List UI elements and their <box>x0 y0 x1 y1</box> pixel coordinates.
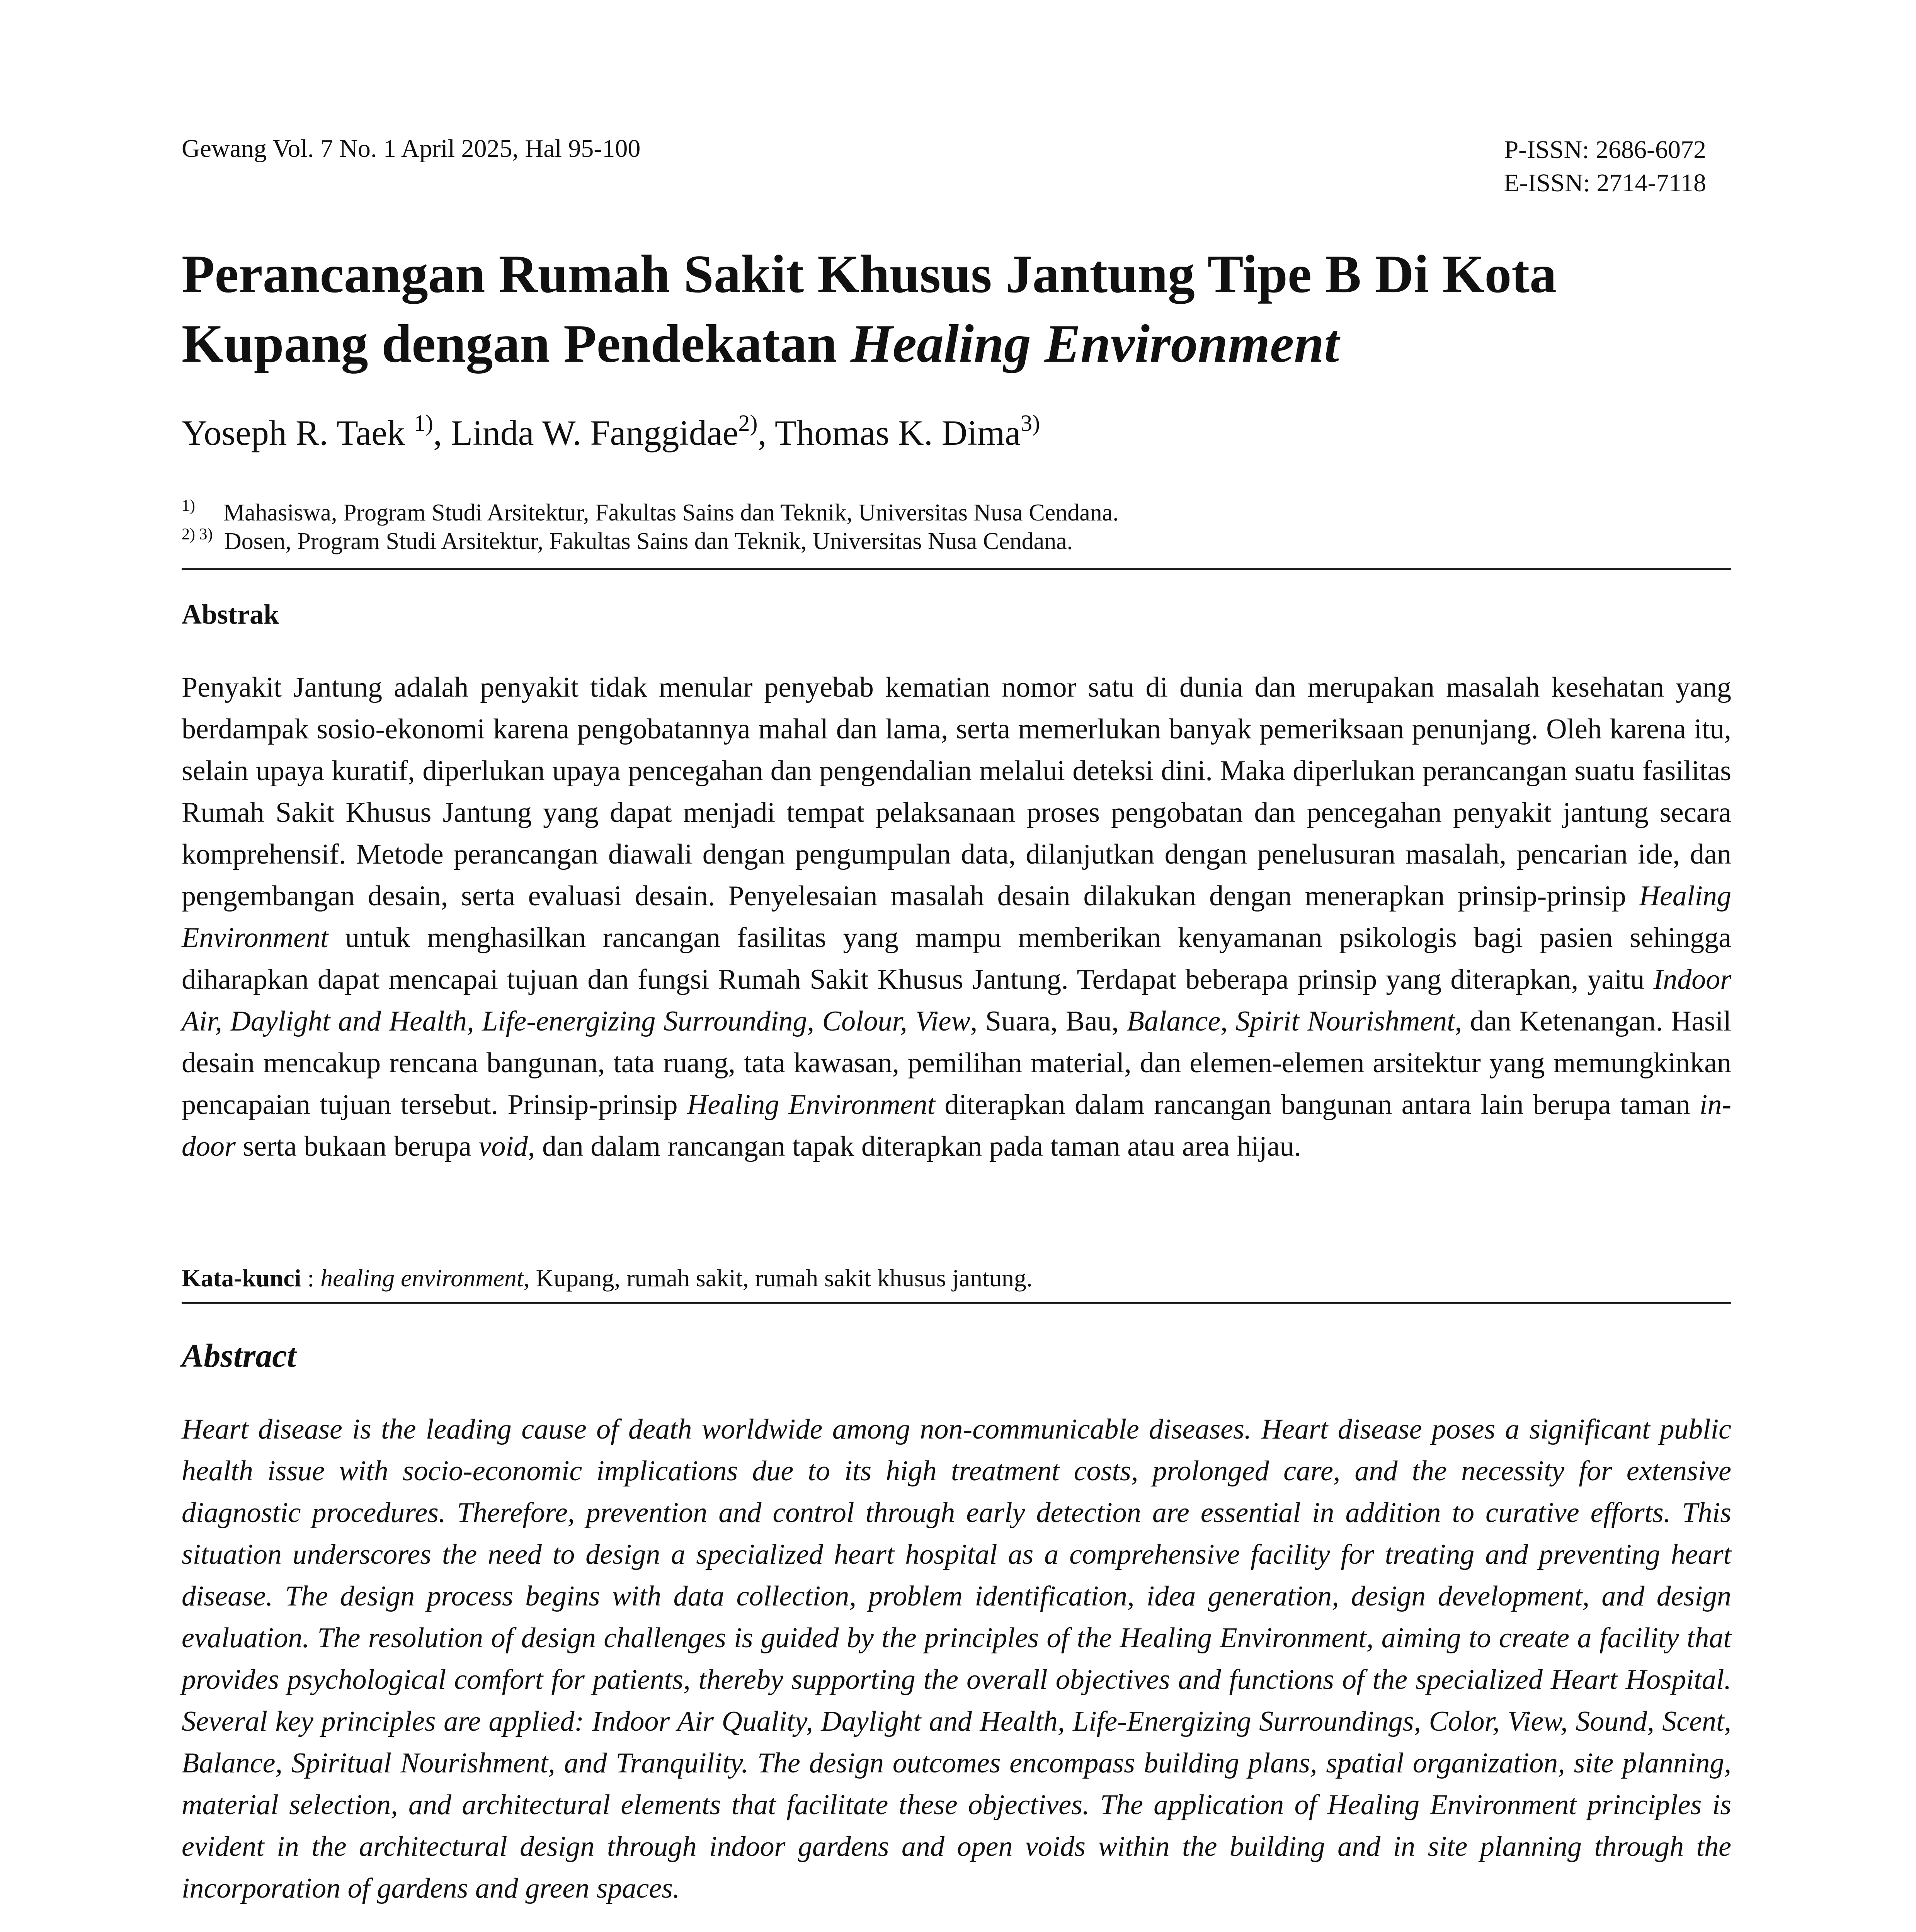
author-name: Thomas K. Dima <box>774 413 1021 452</box>
abstrak-text: diterapkan dalam rancangan bangunan antara lain berupa taman <box>935 1089 1700 1121</box>
abstrak-heading: Abstrak <box>182 599 279 630</box>
abstrak-italic: Healing Environment <box>687 1089 936 1121</box>
author-mark: 2) <box>738 410 758 436</box>
title-line-2: Kupang dengan Pendekatan <box>182 314 851 374</box>
paper-title <box>182 240 1731 379</box>
author-list <box>182 410 1040 456</box>
author-name: Linda W. Fanggidae <box>451 413 738 452</box>
abstrak-italic: Balance, Spirit Nourishment <box>1126 1005 1455 1037</box>
abstrak-text: Penyakit Jantung adalah penyakit tidak menular penyebab kematian nomor satu di dunia dan merupakan masalah kesehatan yang berdampak sosio-ekonomi karena pengobatannya mahal dan lama, serta memerlukan banyak pemeriksaan penunjang. Oleh karena itu, selain upaya kuratif, diperlukan upaya pencegahan dan pengendalian melalui deteksi dini. Maka diperlukan perancangan suatu fasilitas Rumah Sakit Khusus Jantung yang dapat menjadi tempat pelaksanaan proses pengobatan dan pencegahan penyakit jantung secara komprehensif. Metode perancangan diawali dengan pengumpulan data, dilanjutkan dengan penelusuran masalah, pencarian ide, dan pengembangan desain, serta evaluasi desain. Penyelesaian masalah desain dilakukan dengan menerapkan prinsip-prinsip <box>182 672 1731 912</box>
abstrak-paragraph <box>182 667 1731 1167</box>
abstrak-text: serta bukaan berupa <box>235 1131 479 1162</box>
abstract-paragraph: Heart disease is the leading cause of death worldwide among non-communicable diseases. Heart disease poses a significant public health issue with socio-economic implications due to its high treatment costs, prolonged care, and the necessity for extensive diagnostic procedures. Therefore, prevention and control through early detection are essential in addition to curative efforts. This situation underscores the need to design a specialized heart hospital as a comprehensive facility for treating and preventing heart disease. The design process begins with data collection, problem identification, idea generation, design development, and design evaluation. The resolution of design challenges is guided by the principles of the Healing Environment, aiming to create a facility that provides psychological comfort for patients, thereby supporting the overall objectives and functions of the specialized Heart Hospital. Several key principles are applied: Indoor Air Quality, Daylight and Health, Life-Energizing Surroundings, Color, View, Sound, Scent, Balance, Spiritual Nourishment, and Tranquility. The design outcomes encompass building plans, spatial organization, site planning, material selection, and architectural elements that facilitate these objectives. The application of Healing Environment principles is evident in the architectural design through indoor gardens and open voids within the building and in site planning through the incorporation of gardens and green spaces. <box>182 1413 1731 1904</box>
affiliation-item <box>182 498 1727 527</box>
author-separator: , <box>433 413 451 452</box>
author-mark: 3) <box>1021 410 1040 436</box>
kata-kunci <box>182 1263 1033 1294</box>
affiliation-mark: 2) 3) <box>182 526 213 543</box>
affiliation-text: Dosen, Program Studi Arsitektur, Fakultas Sains dan Teknik, Universitas Nusa Cendana. <box>224 528 1073 554</box>
abstrak-text: , Suara, Bau, <box>970 1005 1127 1037</box>
abstrak-italic: in-door <box>182 1089 1731 1162</box>
author-separator: , <box>757 413 775 452</box>
kata-kunci-colon: : <box>301 1264 321 1292</box>
abstrak-italic: Healing Environment <box>182 880 1731 954</box>
abstract-heading: Abstract <box>182 1337 296 1374</box>
abstrak-text: , dan Ketenangan. Hasil desain mencakup rencana bangunan, tata ruang, tata kawasan, pemilihan material, dan elemen-elemen arsitektur yang memungkinkan pencapaian tujuan tersebut. Prinsip-prinsip <box>182 1005 1731 1121</box>
issn-block <box>1237 133 1706 200</box>
abstrak-italic: void <box>478 1131 528 1162</box>
kata-kunci-rest: , Kupang, rumah sakit, rumah sakit khusus jantung. <box>523 1264 1033 1292</box>
p-issn: P-ISSN: 2686-6072 <box>1504 136 1706 164</box>
affiliation-mark: 1) <box>182 497 195 515</box>
abstrak-text: , dan dalam rancangan tapak diterapkan pada taman atau area hijau. <box>527 1131 1302 1162</box>
kata-kunci-label: Kata-kunci <box>182 1264 301 1292</box>
author-mark: 1) <box>414 410 433 436</box>
journal-info: Gewang Vol. 7 No. 1 April 2025, Hal 95-100 <box>182 134 641 163</box>
affiliation-text: Mahasiswa, Program Studi Arsitektur, Fakultas Sains dan Teknik, Universitas Nusa Cendana. <box>223 500 1119 526</box>
e-issn: E-ISSN: 2714-7118 <box>1504 169 1706 197</box>
abstrak-italic: Indoor Air, Daylight and Health, Life-energizing Surrounding, Colour, View <box>182 964 1731 1037</box>
abstrak-text: untuk menghasilkan rancangan fasilitas yang mampu memberikan kenyamanan psikologis bagi pasien sehingga diharapkan dapat mencapai tujuan dan fungsi Rumah Sakit Khusus Jantung. Terdapat beberapa prinsip yang diterapkan, yaitu <box>182 922 1731 995</box>
kata-kunci-italic: healing environment <box>320 1264 524 1292</box>
affiliation-item <box>182 527 1727 556</box>
title-line-1: Perancangan Rumah Sakit Khusus Jantung Tipe B Di Kota <box>182 244 1557 304</box>
title-line-2-italic: Healing Environment <box>851 314 1339 374</box>
affiliation-list <box>182 498 1727 556</box>
author-name: Yoseph R. Taek <box>182 413 414 452</box>
divider <box>182 1302 1731 1304</box>
divider <box>182 568 1731 570</box>
